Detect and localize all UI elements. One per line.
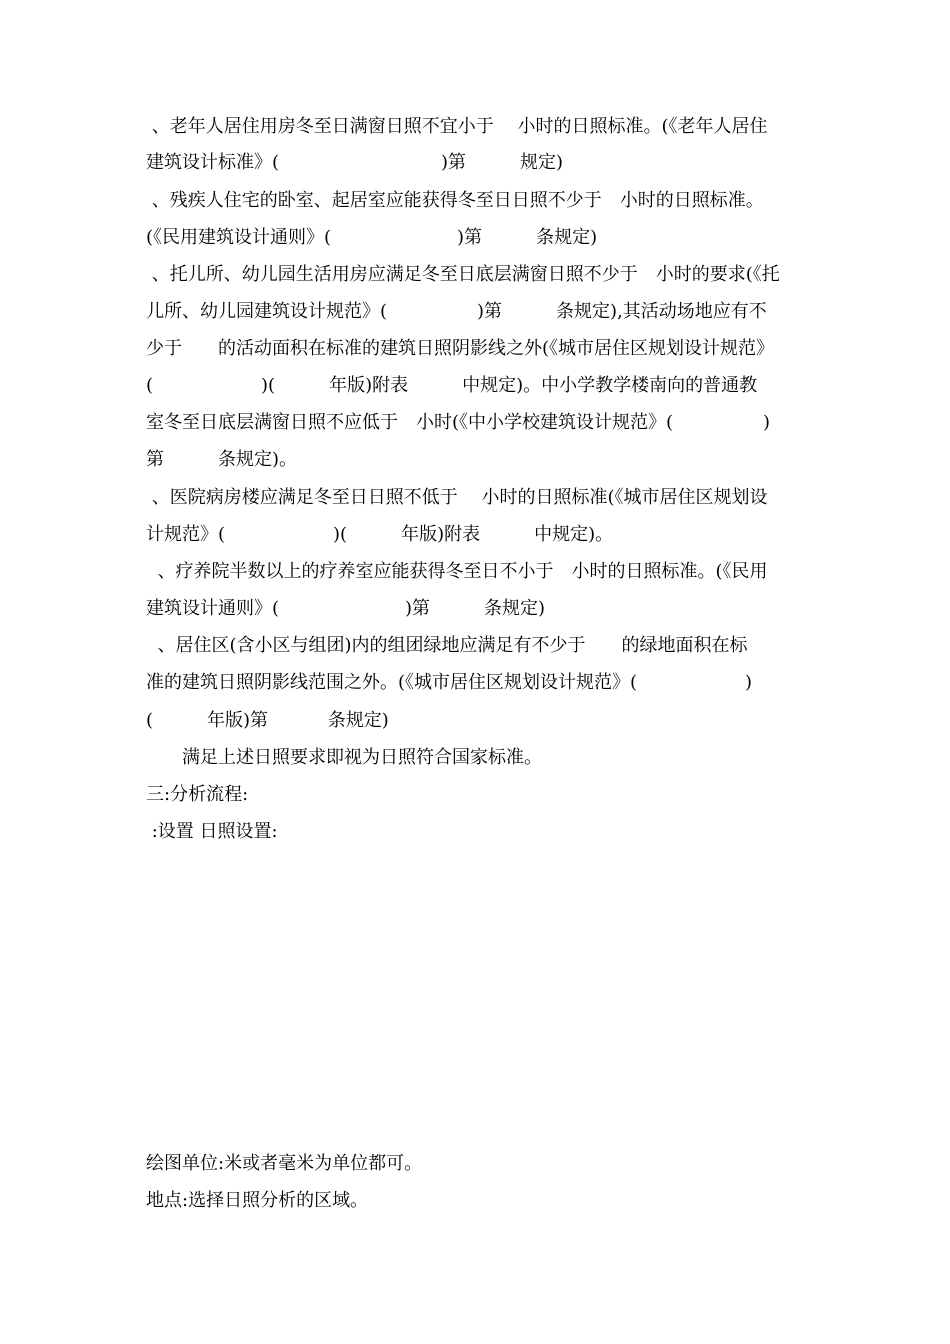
- paragraph-line: 、疗养院半数以上的疗养室应能获得冬至日不小于 小时的日照标准。(《民用: [146, 561, 768, 582]
- paragraph-line: 、托儿所、幼儿园生活用房应满足冬至日底层满窗日照不少于 小时的要求(《托: [146, 264, 780, 285]
- paragraph-line: ( 年版)第 条规定): [146, 710, 389, 731]
- paragraph-line: ( )( 年版)附表 中规定)。中小学教学楼南向的普通教: [146, 375, 758, 396]
- paragraph-line: 、居住区(含小区与组团)内的组团绿地应满足有不少于 的绿地面积在标: [146, 635, 748, 656]
- paragraph-line: 儿所、幼儿园建筑设计规范》( )第 条规定),其活动场地应有不: [146, 301, 767, 322]
- paragraph-line: 满足上述日照要求即视为日照符合国家标准。: [146, 747, 542, 768]
- paragraph-line: 建筑设计标准》( )第 规定): [146, 152, 564, 173]
- section-heading: 三:分析流程:: [146, 784, 249, 805]
- paragraph-line: 计规范》( )( 年版)附表 中规定)。: [146, 524, 614, 545]
- paragraph-line: 、残疾人住宅的卧室、起居室应能获得冬至日日照不少于 小时的日照标准。: [146, 190, 764, 211]
- paragraph-line: 、医院病房楼应满足冬至日日照不低于 小时的日照标准(《城市居住区规划设: [146, 487, 768, 508]
- paragraph-line: 第 条规定)。: [146, 449, 298, 470]
- paragraph-line: 地点:选择日照分析的区域。: [146, 1190, 369, 1211]
- paragraph-line: 准的建筑日照阴影线范围之外。(《城市居住区规划设计规范》( ): [146, 672, 753, 693]
- paragraph-line: 建筑设计通则》( )第 条规定): [146, 598, 546, 619]
- paragraph-line: 室冬至日底层满窗日照不应低于 小时(《中小学校建筑设计规范》( ): [146, 412, 771, 433]
- paragraph-line: (《民用建筑设计通则》( )第 条规定): [146, 227, 598, 248]
- paragraph-line: 绘图单位:米或者毫米为单位都可。: [146, 1153, 423, 1174]
- subsection-heading: :设置 日照设置:: [146, 821, 278, 842]
- paragraph-line: 少于 的活动面积在标准的建筑日照阴影线之外(《城市居住区规划设计规范》: [146, 338, 775, 359]
- paragraph-line: 、老年人居住用房冬至日满窗日照不宜小于 小时的日照标准。(《老年人居住: [146, 116, 768, 137]
